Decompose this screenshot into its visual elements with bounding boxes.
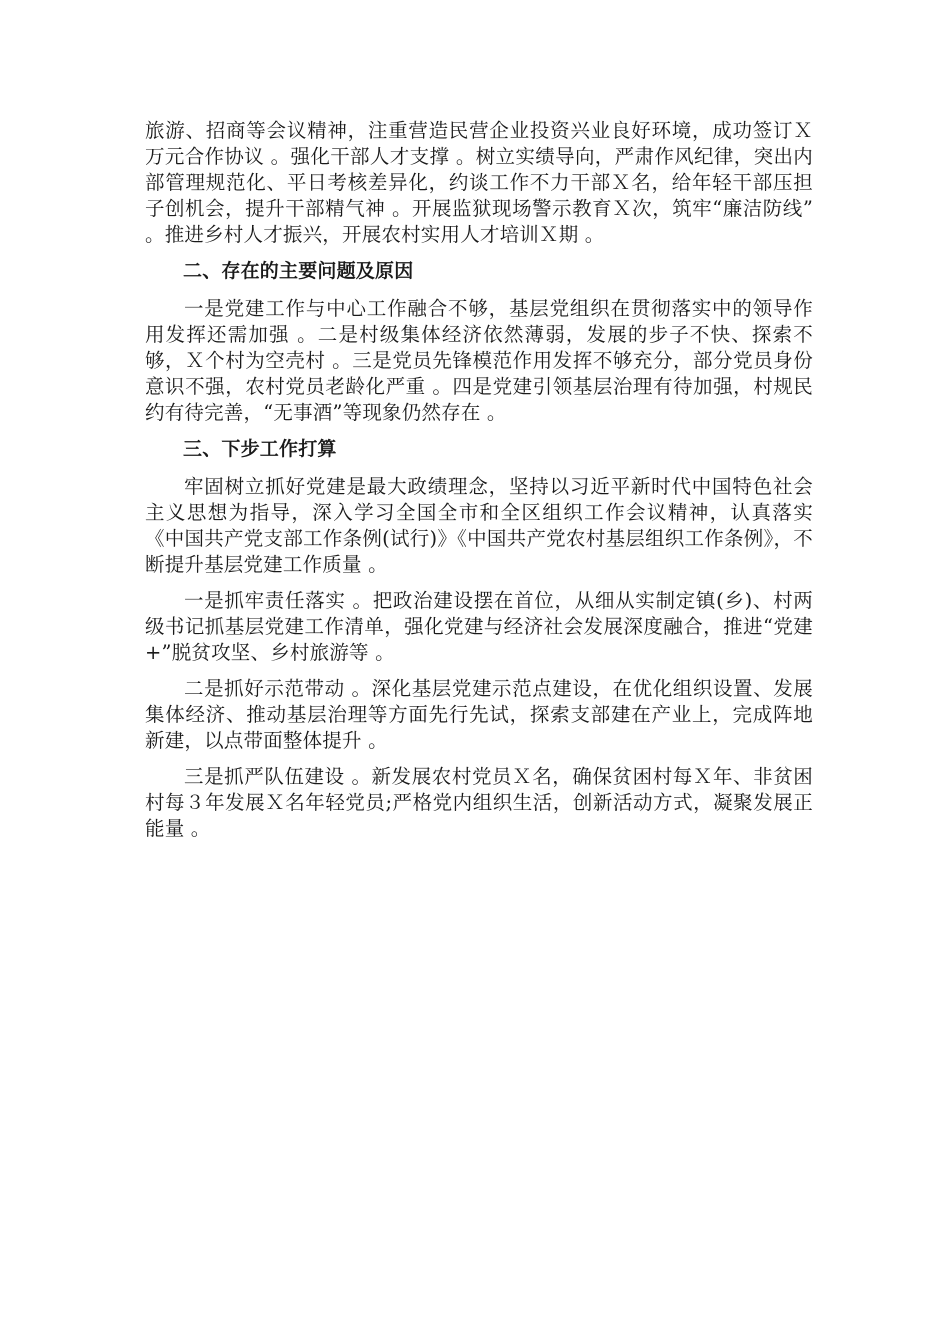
next-steps-intro-paragraph: 牢固树立抓好党建是最大政绩理念，坚持以习近平新时代中国特色社会主义思想为指导，深入学习全国全市和全区组织工作会议精神，认真落实《中国共产党支部工作条例(试行)》《中国共产党农村基层组织工作条例》，不断提升基层党建工作质量 。 xyxy=(145,475,813,576)
intro-paragraph: 旅游、招商等会议精神，注重营造民营企业投资兴业良好环境，成功签订Ｘ万元合作协议 。强化干部人才支撑 。树立实绩导向，严肃作风纪律，突出内部管理规范化、平日考核差异化，约谈工作不力干部Ｘ名，给年轻干部压担子创机会，提升干部精气神 。开展监狱现场警示教育Ｘ次，筑牢“廉洁防线” 。推进乡村人才振兴，开展农村实用人才培训Ｘ期 。 xyxy=(145,119,813,246)
next-steps-item-2: 二是抓好示范带动 。深化基层党建示范点建设，在优化组织设置、发展集体经济、推动基层治理等方面先行先试，探索支部建在产业上，完成阵地新建，以点带面整体提升 。 xyxy=(145,677,813,752)
next-steps-item-1: 一是抓牢责任落实 。把政治建设摆在首位，从细从实制定镇(乡)、村两级书记抓基层党建工作清单，强化党建与经济社会发展深度融合，推进“党建+”脱贫攻坚、乡村旅游等 。 xyxy=(145,589,813,664)
problems-paragraph: 一是党建工作与中心工作融合不够，基层党组织在贯彻落实中的领导作用发挥还需加强 。二是村级集体经济依然薄弱，发展的步子不快、探索不够，Ｘ个村为空壳村 。三是党员先锋模范作用发挥不够充分，部分党员身份意识不强，农村党员老龄化严重 。四是党建引领基层治理有待加强，村规民约有待完善，“无事酒”等现象仍然存在 。 xyxy=(145,297,813,424)
section-heading-problems: 二、存在的主要问题及原因 xyxy=(183,260,414,282)
document-page xyxy=(145,118,813,852)
next-steps-item-3: 三是抓严队伍建设 。新发展农村党员Ｘ名，确保贫困村每Ｘ年、非贫困村每３年发展Ｘ名年轻党员;严格党内组织生活，创新活动方式，凝聚发展正能量 。 xyxy=(145,765,813,840)
section-heading-next-steps: 三、下步工作打算 xyxy=(183,438,337,460)
